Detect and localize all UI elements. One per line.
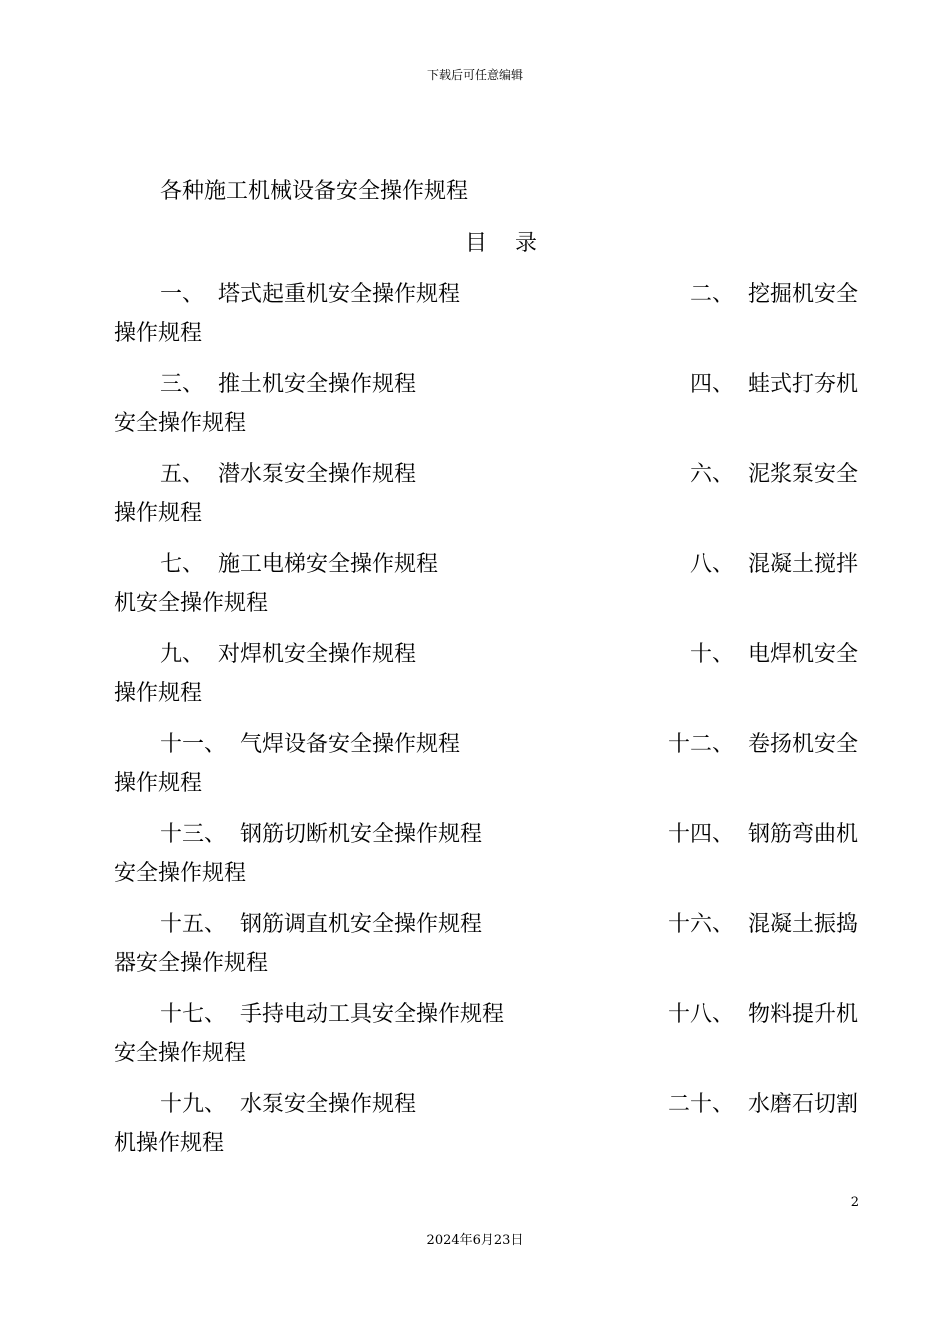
document-title: 各种施工机械设备安全操作规程	[160, 179, 469, 204]
toc-entry-left: 十五、 钢筋调直机安全操作规程	[160, 912, 482, 937]
toc-entry-right: 八、 混凝土搅拌	[690, 552, 858, 577]
toc-entry-left: 三、 推土机安全操作规程	[160, 372, 416, 397]
toc-entry-continuation: 器安全操作规程	[114, 951, 269, 976]
toc-entry-right: 十二、 卷扬机安全	[668, 732, 858, 757]
toc-entry-right: 六、 泥浆泵安全	[690, 462, 858, 487]
page-number: 2	[850, 1195, 859, 1210]
toc-entry	[0, 907, 950, 987]
toc-entry-left: 九、 对焊机安全操作规程	[160, 642, 416, 667]
toc-entry-continuation: 安全操作规程	[114, 411, 247, 436]
toc-entry-right: 十八、 物料提升机	[668, 1002, 858, 1027]
toc-entry-left: 十七、 手持电动工具安全操作规程	[160, 1002, 504, 1027]
toc-heading: 目 录	[465, 231, 537, 256]
toc-entry-right: 十六、 混凝土振捣	[668, 912, 858, 937]
toc-entry-right: 二十、 水磨石切割	[668, 1092, 858, 1117]
toc-entry-continuation: 安全操作规程	[114, 861, 247, 886]
footer-date: 2024年6月23日	[426, 1233, 524, 1248]
toc-entry-right: 四、 蛙式打夯机	[690, 372, 858, 397]
toc-entry	[0, 547, 950, 627]
toc-entry-right: 二、 挖掘机安全	[690, 282, 858, 307]
toc-entry-left: 十一、 气焊设备安全操作规程	[160, 732, 460, 757]
toc-entry-continuation: 安全操作规程	[114, 1041, 247, 1066]
toc-entry-continuation: 机操作规程	[114, 1131, 225, 1156]
toc-entry-right: 十四、 钢筋弯曲机	[668, 822, 858, 847]
toc-entry-left: 一、 塔式起重机安全操作规程	[160, 282, 460, 307]
toc-entry-continuation: 操作规程	[114, 681, 203, 706]
toc-entry-continuation: 机安全操作规程	[114, 591, 269, 616]
toc-entry-left: 十九、 水泵安全操作规程	[160, 1092, 416, 1117]
toc-entry-continuation: 操作规程	[114, 501, 203, 526]
toc-entry-left: 七、 施工电梯安全操作规程	[160, 552, 438, 577]
toc-entry	[0, 817, 950, 897]
toc-entry	[0, 997, 950, 1077]
toc-entry-left: 五、 潜水泵安全操作规程	[160, 462, 416, 487]
toc-entry	[0, 727, 950, 807]
toc-entry	[0, 277, 950, 357]
toc-entry-left: 十三、 钢筋切断机安全操作规程	[160, 822, 482, 847]
toc-entry	[0, 367, 950, 447]
toc-entry-continuation: 操作规程	[114, 771, 203, 796]
toc-entry	[0, 637, 950, 717]
toc-entry-continuation: 操作规程	[114, 321, 203, 346]
toc-entry	[0, 1087, 950, 1167]
toc-entry	[0, 457, 950, 537]
toc-entry-right: 十、 电焊机安全	[690, 642, 858, 667]
header-note: 下载后可任意编辑	[426, 68, 523, 82]
